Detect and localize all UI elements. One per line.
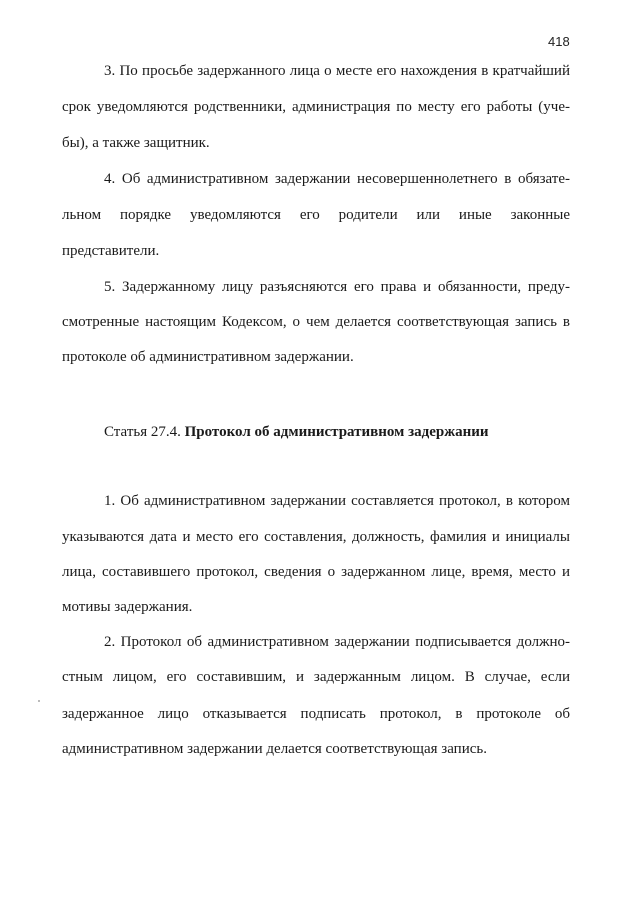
article-number: Статья 27.4. [104,424,185,440]
article-title: Протокол об административном задержании [184,424,489,440]
text-line: 4. Об административном задержании несовершеннолетнего в обязате- [104,171,570,187]
text-line: стным лицом, его составившим, и задержанным лицом. В случае, если [62,669,570,685]
scan-speck [38,700,40,702]
text-line: срок уведомляются родственники, администрация по месту его работы (уче- [62,99,570,115]
text-line: протоколе об административном задержании. [62,349,354,365]
text-line: лица, составившего протокол, сведения о задержанном лице, время, место и [62,564,570,580]
text-line: бы), а также защитник. [62,135,210,151]
text-line: 5. Задержанному лицу разъясняются его права и обязанности, преду- [104,279,570,295]
text-line: 2. Протокол об административном задержании подписывается должно- [104,634,570,650]
article-heading [104,423,570,441]
page-number: 418 [548,34,570,49]
text-line: представители. [62,243,160,259]
text-line: смотренные настоящим Кодексом, о чем делается соответствующая запись в [62,314,570,330]
text-line: административном задержании делается соответствующая запись. [62,741,487,757]
text-line: мотивы задержания. [62,599,193,615]
text-line: льном порядке уведомляются его родители или иные законные [62,207,570,223]
text-line: задержанное лицо отказывается подписать протокол, в протоколе об [62,706,570,722]
text-line: 1. Об административном задержании составляется протокол, в котором [104,493,570,509]
text-line: 3. По просьбе задержанного лица о месте его нахождения в кратчайший [104,63,570,79]
text-line: указываются дата и место его составления, должность, фамилия и инициалы [62,529,570,545]
